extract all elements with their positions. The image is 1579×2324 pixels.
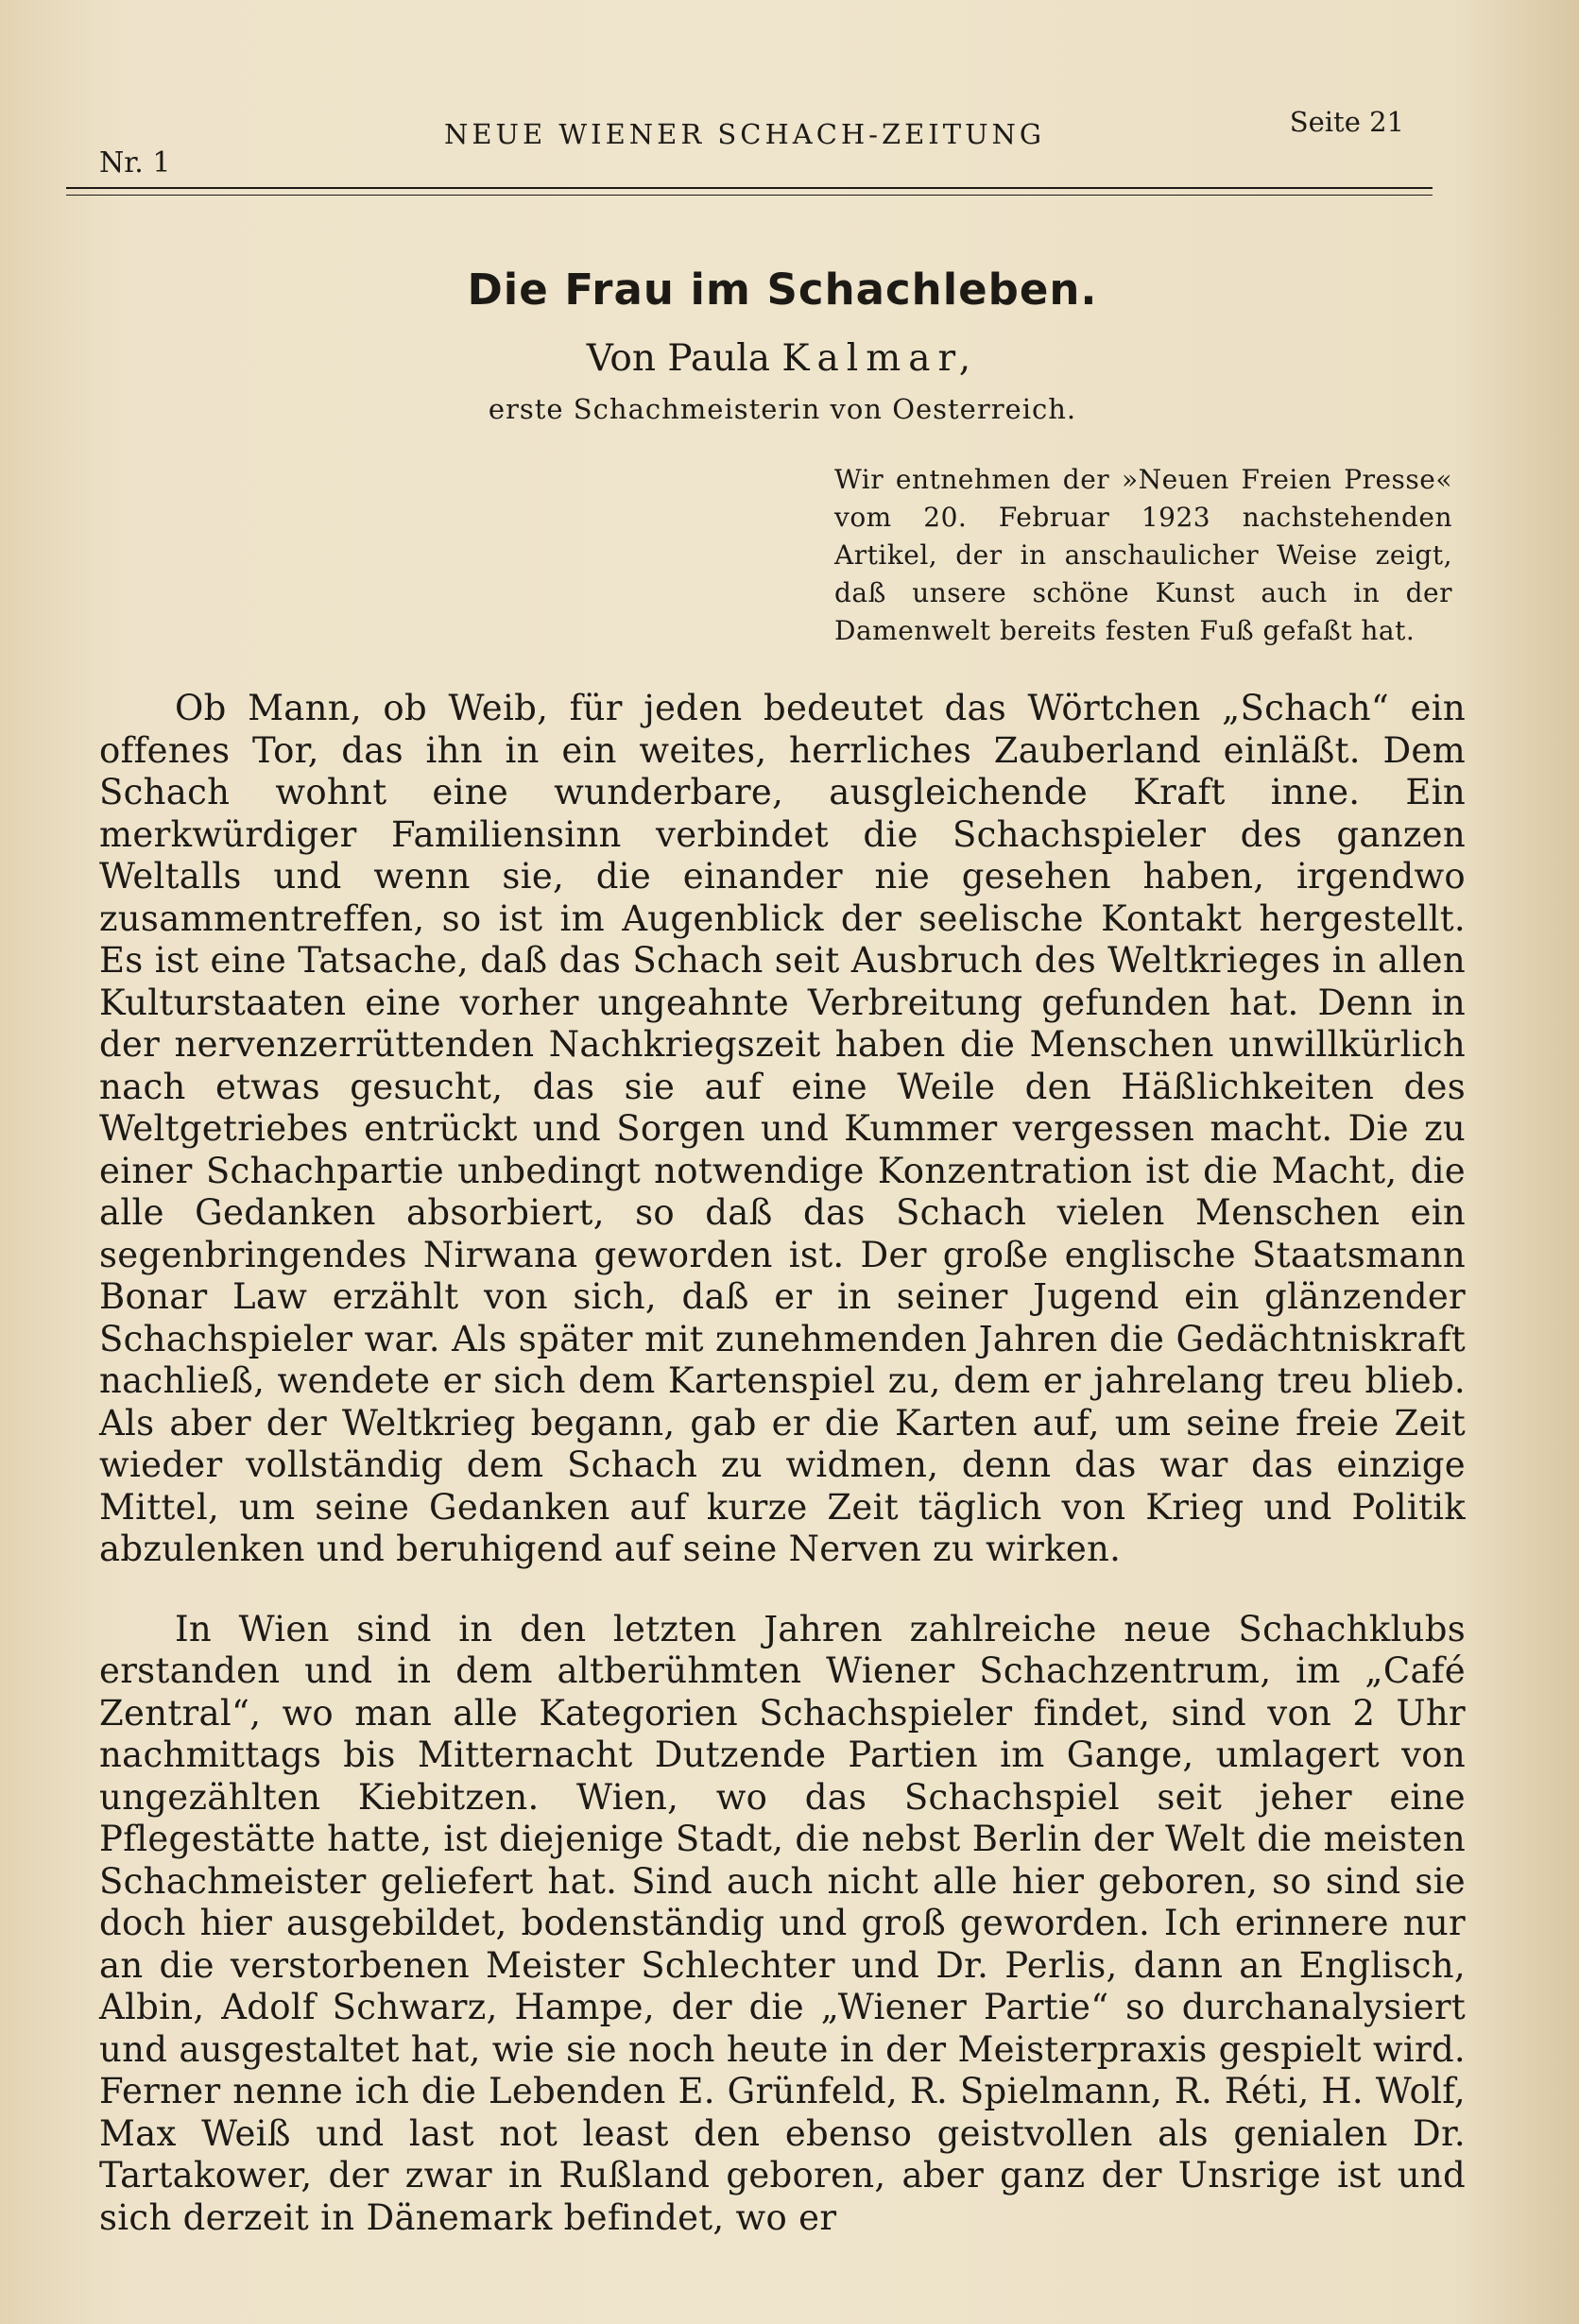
paragraph-2: In Wien sind in den letzten Jahren zahlreiche neue Schachklubs erstanden und in dem altberühmten Wiener Schachzentrum, im „Café Zentral“, wo man alle Kategorien Schachspieler findet, sind von 2 Uhr nachmittags bis Mitternacht Dutzende Partien im Gange, umlagert von ungezählten Kiebitzen. Wien, wo das Schachspiel seit jeher eine Pflegestätte hatte, ist diejenige Stadt, die nebst Berlin der Welt die meisten Schachmeister geliefert hat. Sind auch nicht alle hier geboren, so sind sie doch hier ausgebildet, bodenständig und groß geworden. Ich erinnere nur an die verstorbenen Meister Schlechter und Dr. Perlis, dann an Englisch, Albin, Adolf Schwarz, Hampe, der die „Wiener Partie“ so durchanalysiert und ausgestaltet hat, wie sie noch heute in der Meisterpraxis gespielt wird. Ferner nenne ich die Lebenden E. Grünfeld, R. Spielmann, R. Réti, H. Wolf, Max Weiß und last not least den ebenso geistvollen als genialen Dr. Tartakower, der zwar in Rußland geboren, aber ganz der Unsrige ist und sich derzeit in Dänemark befindet, wo er	[99, 1608, 1466, 2238]
byline	[99, 337, 1466, 380]
article	[99, 265, 1466, 2274]
editor-note: Wir entnehmen der »Neuen Freien Presse« vom 20. Februar 1923 nachstehenden Artikel, der in anschaulicher Weise zeigt, daß unsere schöne Kunst auch in der Damenwelt bereits festen Fuß gefaßt hat.	[834, 464, 1452, 646]
article-title: Die Frau im Schachleben.	[467, 265, 1098, 315]
issue-number: Nr. 1	[99, 146, 171, 179]
byline-prefix: Von Paula	[586, 337, 770, 380]
journal-title: NEUE WIENER SCHACH-ZEITUNG	[444, 118, 1046, 150]
page-header	[66, 104, 1433, 189]
page-number: Seite 21	[1289, 106, 1404, 138]
author-subtitle: erste Schachmeisterin von Oesterreich.	[488, 393, 1077, 425]
header-rule-thin	[66, 195, 1433, 196]
author-name: Kalmar,	[781, 337, 979, 380]
header-rule	[66, 187, 1433, 189]
paragraph-1: Ob Mann, ob Weib, für jeden bedeutet das Wörtchen „Schach“ ein offenes Tor, das ihn in ein weites, herrliches Zauberland einläßt. Dem Schach wohnt eine wunderbare, ausgleichende Kraft inne. Ein merkwürdiger Familiensinn verbindet die Schachspieler des ganzen Weltalls und wenn sie, die einander nie gesehen haben, irgendwo zusammentreffen, so ist im Augenblick der seelische Kontakt hergestellt. Es ist eine Tatsache, daß das Schach seit Ausbruch des Weltkrieges in allen Kulturstaaten eine vorher ungeahnte Verbreitung gefunden hat. Denn in der nervenzerrüttenden Nachkriegszeit haben die Menschen unwillkürlich nach etwas gesucht, das sie auf eine Weile den Häßlichkeiten des Weltgetriebes entrückt und Sorgen und Kummer vergessen macht. Die zu einer Schachpartie unbedingt notwendige Konzentration ist die Macht, die alle Gedanken absorbiert, so daß das Schach vielen Menschen ein segenbringendes Nirwana geworden ist. Der große englische Staatsmann Bonar Law erzählt von sich, daß er in seiner Jugend ein glänzender Schachspieler war. Als später mit zunehmenden Jahren die Gedächtniskraft nachließ, wendete er sich dem Kartenspiel zu, dem er jahrelang treu blieb. Als aber der Weltkrieg begann, gab er die Karten auf, um seine freie Zeit wieder vollständig dem Schach zu widmen, denn das war das einzige Mittel, um seine Gedanken auf kurze Zeit täglich von Krieg und Politik abzulenken und beruhigend auf seine Nerven zu wirken.	[99, 688, 1466, 1569]
